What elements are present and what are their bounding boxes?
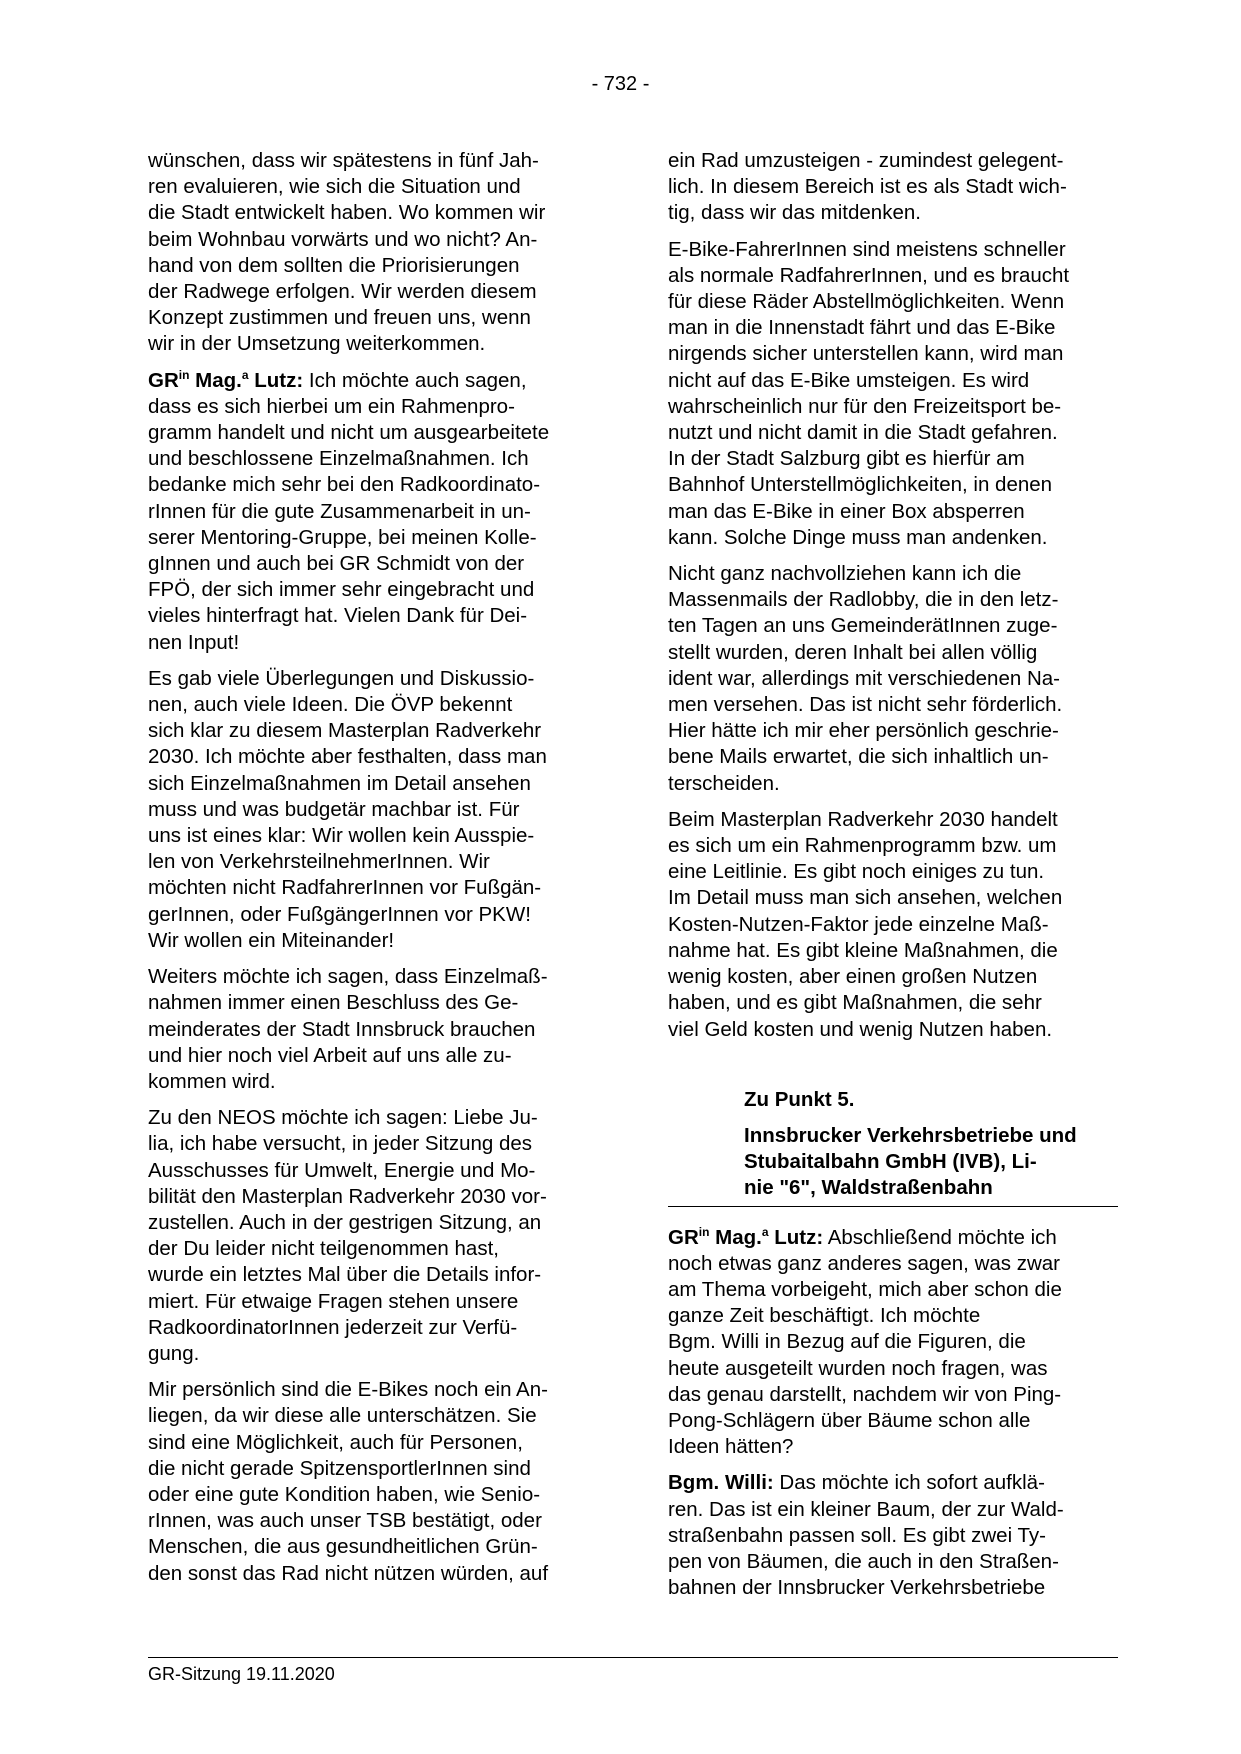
speaker-name (148, 369, 303, 392)
paragraph-text: Das möchte ich sofort aufklä- ren. Das ist ein kleiner Baum, der zur Wald- straßenbahn passen soll. Es gibt zwei Ty- pen von Bäumen, die auch in den Straßen- bahnen der Innsbrucker Verkehrsbetriebe (668, 1471, 1064, 1600)
agenda-item (744, 1087, 1118, 1202)
paragraph-text: Abschließend möchte ich noch etwas ganz anderes sagen, was zwar am Thema vorbeigeht, mich aber schon die ganze Zeit beschäftigt. Ich möchte Bgm. Willi in Bezug auf die Figuren, die heute ausgeteilt wurden noch fragen, was das genau darstellt, nachdem wir von Ping- Pong-Schlägern über Bäume schon alle Ideen hätten? (668, 1225, 1062, 1459)
paragraph-speech (668, 1470, 1118, 1601)
paragraph (668, 561, 1118, 797)
paragraph (148, 1377, 590, 1587)
left-column (148, 148, 590, 1597)
paragraph-text: wünschen, dass wir spätestens in fünf Jah- ren evaluieren, wie sich die Situation und die Stadt entwickelt haben. Wo kommen wir beim Wohnbau vorwärts und wo nicht? An- hand von dem sollten die Priorisierungen der Radwege erfolgen. Wir werden diesem Konzept zustimmen und freuen uns, wenn wir in der Umsetzung weiterkommen. (148, 149, 546, 356)
paragraph-text: Ich möchte auch sagen, dass es sich hierbei um ein Rahmenpro- gramm handelt und nicht um ausgearbeitete und beschlossene Einzelmaßnahmen. Ich bedanke mich sehr bei den Radkoordinato- rInnen für die gute Zusammenarbeit in un- serer Mentoring-Gruppe, bei meinen Kolle- gInnen und auch bei GR Schmidt von der FPÖ, der sich immer sehr eingebracht und vieles hinterfragt hat. Vielen Dank für Dei- nen Input! (148, 368, 550, 654)
speaker-title: GR (668, 1225, 699, 1249)
paragraph-text: Weiters möchte ich sagen, dass Einzelmaß- nahmen immer einen Beschluss des Ge- meinderates der Stadt Innsbruck brauchen und hier noch viel Arbeit auf uns alle zu- kommen wird. (148, 965, 548, 1093)
paragraph (668, 237, 1118, 551)
paragraph-speech (148, 368, 590, 656)
speaker-surname: Lutz: (768, 1225, 824, 1249)
paragraph-text: Zu den NEOS möchte ich sagen: Liebe Ju- lia, ich habe versucht, in jeder Sitzung des Ausschusses für Umwelt, Energie und Mo- bilität den Masterplan Radverkehr 2030 vor- zustellen. Auch in der gestrigen Sitzung, an der Du leider nicht teilgenommen hast, wurde ein letztes Mal über die Details infor- miert. Für etwaige Fragen stehen unsere RadkoordinatorInnen jederzeit zur Verfü- gung. (148, 1106, 547, 1365)
agenda-title: Innsbrucker Verkehrsbetriebe und Stubaitalbahn GmbH (IVB), Li- nie "6", Waldstraßenbahn (744, 1123, 1077, 1200)
speaker-degree-sup: a (761, 1224, 769, 1239)
speaker-degree: Mag. (189, 368, 242, 392)
right-column (668, 148, 1118, 1611)
speaker-name: Bgm. Willi: (668, 1471, 774, 1495)
paragraph-text: Mir persönlich sind die E-Bikes noch ein An- liegen, da wir diese alle unterschätzen. Sie sind eine Möglichkeit, auch für Personen, die nicht gerade SpitzensportlerInnen sind oder eine gute Kondition haben, wie Senio- rInnen, was auch unser TSB bestätigt, oder Menschen, die aus gesundheitlichen Grün- den sonst das Rad nicht nützen würden, auf (148, 1378, 549, 1585)
paragraph-text: Es gab viele Überlegungen und Diskussio- nen, auch viele Ideen. Die ÖVP bekennt sich klar zu diesem Masterplan Radverkehr 2030. Ich möchte aber festhalten, dass man sich Einzelmaßnahmen im Detail ansehen muss und was budgetär machbar ist. Für uns ist eines klar: Wir wollen kein Ausspie- len von VerkehrsteilnehmerInnen. Wir möchten nicht RadfahrerInnen vor Fußgän- gerInnen, oder FußgängerInnen vor PKW! Wir wollen ein Miteinander! (148, 666, 547, 952)
paragraph (148, 1105, 590, 1367)
footer-divider (148, 1657, 1118, 1658)
paragraph-text: Nicht ganz nachvollziehen kann ich die Massenmails der Radlobby, die in den letz- ten Tagen an uns GemeinderätInnen zuge- stellt wurden, deren Inhalt bei allen völlig ident war, allerdings mit verschiedenen Na- men versehen. Das ist nicht sehr förderlich. Hier hätte ich mir eher persönlich geschrie- bene Mails erwartet, die sich inhaltlich un- terscheiden. (668, 562, 1063, 795)
paragraph (148, 964, 590, 1095)
footer-text: GR-Sitzung 19.11.2020 (148, 1664, 335, 1684)
speaker-name (668, 1226, 823, 1249)
page-number: - 732 - (591, 73, 650, 95)
paragraph (148, 666, 590, 954)
agenda-point: Zu Punkt 5. (744, 1087, 855, 1111)
paragraph (148, 148, 590, 358)
paragraph-speech (668, 1225, 1118, 1461)
paragraph (668, 807, 1118, 1043)
agenda-divider (668, 1206, 1118, 1207)
speaker-title: GR (148, 368, 179, 392)
speaker-surname: Lutz: (248, 368, 304, 392)
speaker-title-sup: in (698, 1224, 710, 1239)
paragraph-text: ein Rad umzusteigen - zumindest gelegent- lich. In diesem Bereich ist es als Stadt wich- tig, dass wir das mitdenken. (668, 149, 1067, 225)
paragraph (668, 148, 1118, 227)
paragraph-text: Beim Masterplan Radverkehr 2030 handelt es sich um ein Rahmenprogramm bzw. um eine Leitlinie. Es gibt noch einiges zu tun. Im Detail muss man sich ansehen, welchen Kosten-Nutzen-Faktor jede einzelne Maß- nahme hat. Es gibt kleine Maßnahmen, die wenig kosten, aber einen großen Nutzen haben, und es gibt Maßnahmen, die sehr viel Geld kosten und wenig Nutzen haben. (668, 807, 1063, 1041)
speaker-degree-sup: a (241, 367, 249, 382)
speaker-title-sup: in (178, 367, 190, 382)
paragraph-text: E-Bike-FahrerInnen sind meistens schneller als normale RadfahrerInnen, und es braucht für diese Räder Abstellmöglichkeiten. Wenn man in die Innenstadt fährt und das E-Bike nirgends sicher unterstellen kann, wird man nicht auf das E-Bike umsteigen. Es wird wahrscheinlich nur für den Freizeitsport be- nutzt und nicht damit in die Stadt gefahren. In der Stadt Salzburg gibt es hierfür am Bahnhof Unterstellmöglichkeiten, in denen man das E-Bike in einer Box absperren kann. Solche Dinge muss man andenken. (668, 237, 1070, 549)
speaker-degree: Mag. (709, 1225, 762, 1249)
